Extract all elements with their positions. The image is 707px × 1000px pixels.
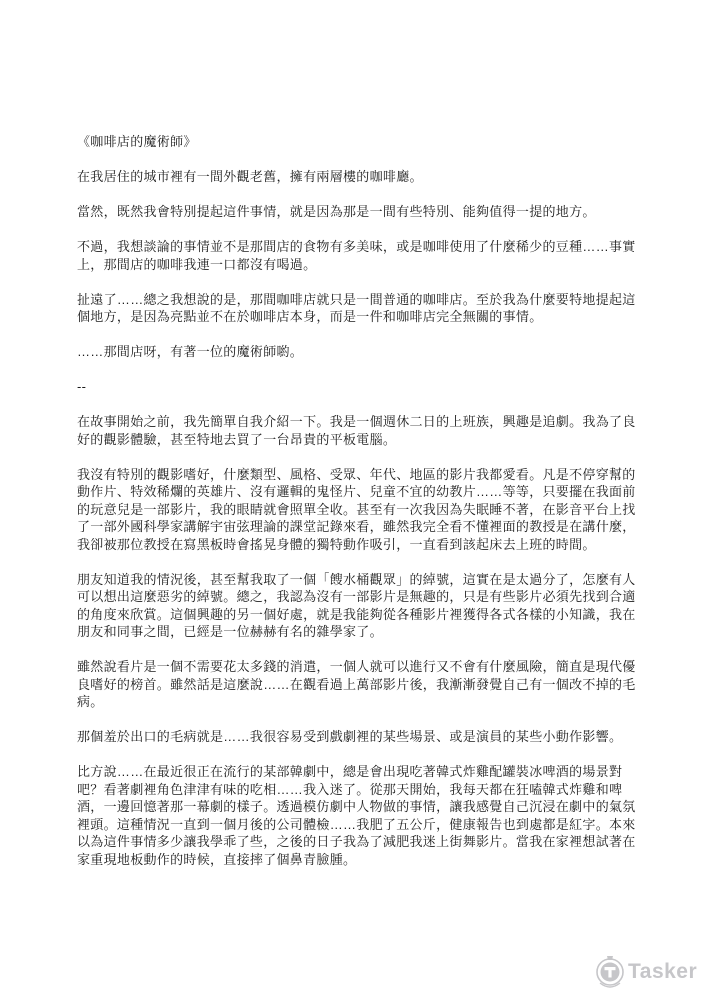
paragraph: ……那間店呀，有著一位的魔術師喲。 bbox=[77, 344, 304, 359]
paragraph: 不過，我想談論的事情並不是那間店的食物有多美味，或是咖啡使用了什麼稀少的豆種……事實上，那間店的咖啡我連一口都沒有喝過。 bbox=[77, 239, 636, 272]
paragraph: 在我居住的城市裡有一間外觀老舊，擁有兩層樓的咖啡廳。 bbox=[77, 169, 423, 184]
paragraph: 比方說……在最近很正在流行的某部韓劇中，總是會出現吃著韓式炸雞配罐裝冰啤酒的場景對吧？看著劇裡角色津津有味的吃相……我入迷了。從那天開始，我每天都在狂嗑韓式炸雞和啤酒，一邊回憶著那一幕劇的樣子。透過模仿劇中人物做的事情，讓我感覺自己沉浸在劇中的氣氛裡頭。這種情況一直到一個月後的公司體檢……我肥了五公斤，健康報告也到處都是紅字。本來以為這件事情多少讓我學乖了些，之後的日子我為了減肥我迷上街舞影片。當我在家裡想試著在家重現地板動作的時候，直接摔了個鼻青臉腫。 bbox=[77, 764, 636, 867]
paragraph: 我沒有特別的觀影嗜好，什麼類型、風格、受眾、年代、地區的影片我都愛看。凡是不停穿幫的動作片、特效稀爛的英雄片、沒有邏輯的鬼怪片、兒童不宜的幼教片……等等，只要擺在我面前的玩意兒是一部影片，我的眼睛就會照單全收。甚至有一次我因為失眠睡不著，在影音平台上找了一部外國科學家講解宇宙弦理論的課堂記錄來看，雖然我完全看不懂裡面的教授是在講什麼，我卻被那位教授在寫黑板時會搖晃身體的獨特動作吸引，一直看到該起床去上班的時間。 bbox=[77, 466, 636, 552]
scene-break-dashes: -- bbox=[77, 379, 87, 394]
doc-title: 《咖啡店的魔術師》 bbox=[77, 134, 197, 149]
tasker-logo-icon bbox=[594, 953, 626, 991]
paragraph: 當然，既然我會特別提起這件事情，就是因為那是一間有些特別、能夠值得一提的地方。 bbox=[77, 204, 596, 219]
paragraph: 雖然說看片是一個不需要花太多錢的消遣，一個人就可以進行又不會有什麼風險，簡直是現代優良嗜好的榜首。雖然話是這麼說……在觀看過上萬部影片後，我漸漸發覺自己有一個改不掉的毛病。 bbox=[77, 659, 636, 709]
document-text-block bbox=[77, 133, 642, 886]
paragraph: 那個羞於出口的毛病就是……我很容易受到戲劇裡的某些場景、或是演員的某些小動作影響。 bbox=[77, 729, 623, 744]
watermark bbox=[594, 953, 697, 991]
paragraph: 扯遠了……總之我想說的是，那間咖啡店就只是一間普通的咖啡店。至於我為什麼要特地提起這個地方，是因為亮點並不在於咖啡店本身，而是一件和咖啡店完全無關的事情。 bbox=[77, 291, 636, 324]
paragraph: 在故事開始之前，我先簡單自我介紹一下。我是一個週休二日的上班族，興趣是追劇。我為了良好的觀影體驗，甚至特地去買了一台昂貴的平板電腦。 bbox=[77, 414, 636, 447]
watermark-brand-text: Tasker bbox=[628, 960, 698, 983]
paragraph: 朋友知道我的情況後，甚至幫我取了一個「餿水桶觀眾」的綽號，這實在是太過分了，怎麼有人可以想出這麼惡劣的綽號。總之，我認為沒有一部影片是無趣的，只是有些影片必須先找到合適的角度來欣賞。這個興趣的另一個好處，就是我能夠從各種影片裡獲得各式各樣的小知識，我在朋友和同事之間，已經是一位赫赫有名的雜學家了。 bbox=[77, 571, 636, 639]
